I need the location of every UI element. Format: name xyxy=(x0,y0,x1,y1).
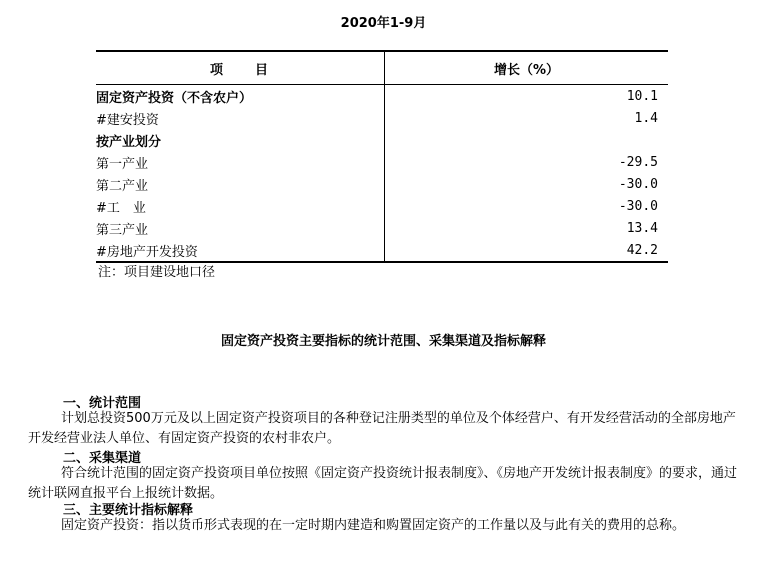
section-body-channel: 符合统计范围的固定资产投资项目单位按照《固定资产投资统计报表制度》、《房地产开发统计报表制度》的要求，通过统计联网直报平台上报统计数据。 xyxy=(28,466,738,501)
row-label: 固定资产投资（不含农户） xyxy=(96,90,253,106)
section-heading-channel: 二、采集渠道 xyxy=(63,451,142,466)
row-value: 10.1 xyxy=(385,85,669,108)
row-label: 第三产业 xyxy=(96,222,149,238)
table-row xyxy=(96,151,668,173)
table-header-row xyxy=(96,51,668,85)
row-label: #房地产开发投资 xyxy=(96,239,385,262)
column-header-growth: 增长（%） xyxy=(385,51,669,85)
row-label: 第二产业 xyxy=(96,178,149,194)
row-value: -29.5 xyxy=(385,151,669,173)
column-header-item: 项 目 xyxy=(96,51,385,85)
row-label: 第一产业 xyxy=(96,156,149,172)
section-body-scope: 计划总投资500万元及以上固定资产投资项目的各种登记注册类型的单位及个体经营户、有开发经营活动的全部房地产开发经营业法人单位、有固定资产投资的农村非农户。 xyxy=(28,411,736,446)
table-row xyxy=(96,85,668,108)
table-row xyxy=(96,195,668,217)
section-body-definitions: 固定资产投资：指以货币形式表现的在一定时期内建造和购置固定资产的工作量以及与此有关的费用的总称。 xyxy=(61,518,686,533)
date-range-title: 2020年1-9月 xyxy=(340,16,427,31)
table-row xyxy=(96,217,668,239)
table-row xyxy=(96,107,668,129)
table-row xyxy=(96,173,668,195)
table-note: 注：项目建设地口径 xyxy=(98,265,216,280)
row-value: -30.0 xyxy=(385,195,669,217)
row-label: #工 业 xyxy=(96,200,146,216)
growth-table xyxy=(96,50,668,263)
row-value xyxy=(385,129,669,151)
table-row xyxy=(96,129,668,151)
row-value: 42.2 xyxy=(385,239,669,262)
document-title: 固定资产投资主要指标的统计范围、采集渠道及指标解释 xyxy=(220,334,546,349)
table-row xyxy=(96,239,668,262)
section-heading-scope: 一、统计范围 xyxy=(63,396,142,411)
row-label: #建安投资 xyxy=(96,112,159,128)
row-label: 按产业划分 xyxy=(96,134,162,150)
row-value: 1.4 xyxy=(385,107,669,129)
row-value: 13.4 xyxy=(385,217,669,239)
row-value: -30.0 xyxy=(385,173,669,195)
section-heading-definitions: 三、主要统计指标解释 xyxy=(63,503,194,518)
